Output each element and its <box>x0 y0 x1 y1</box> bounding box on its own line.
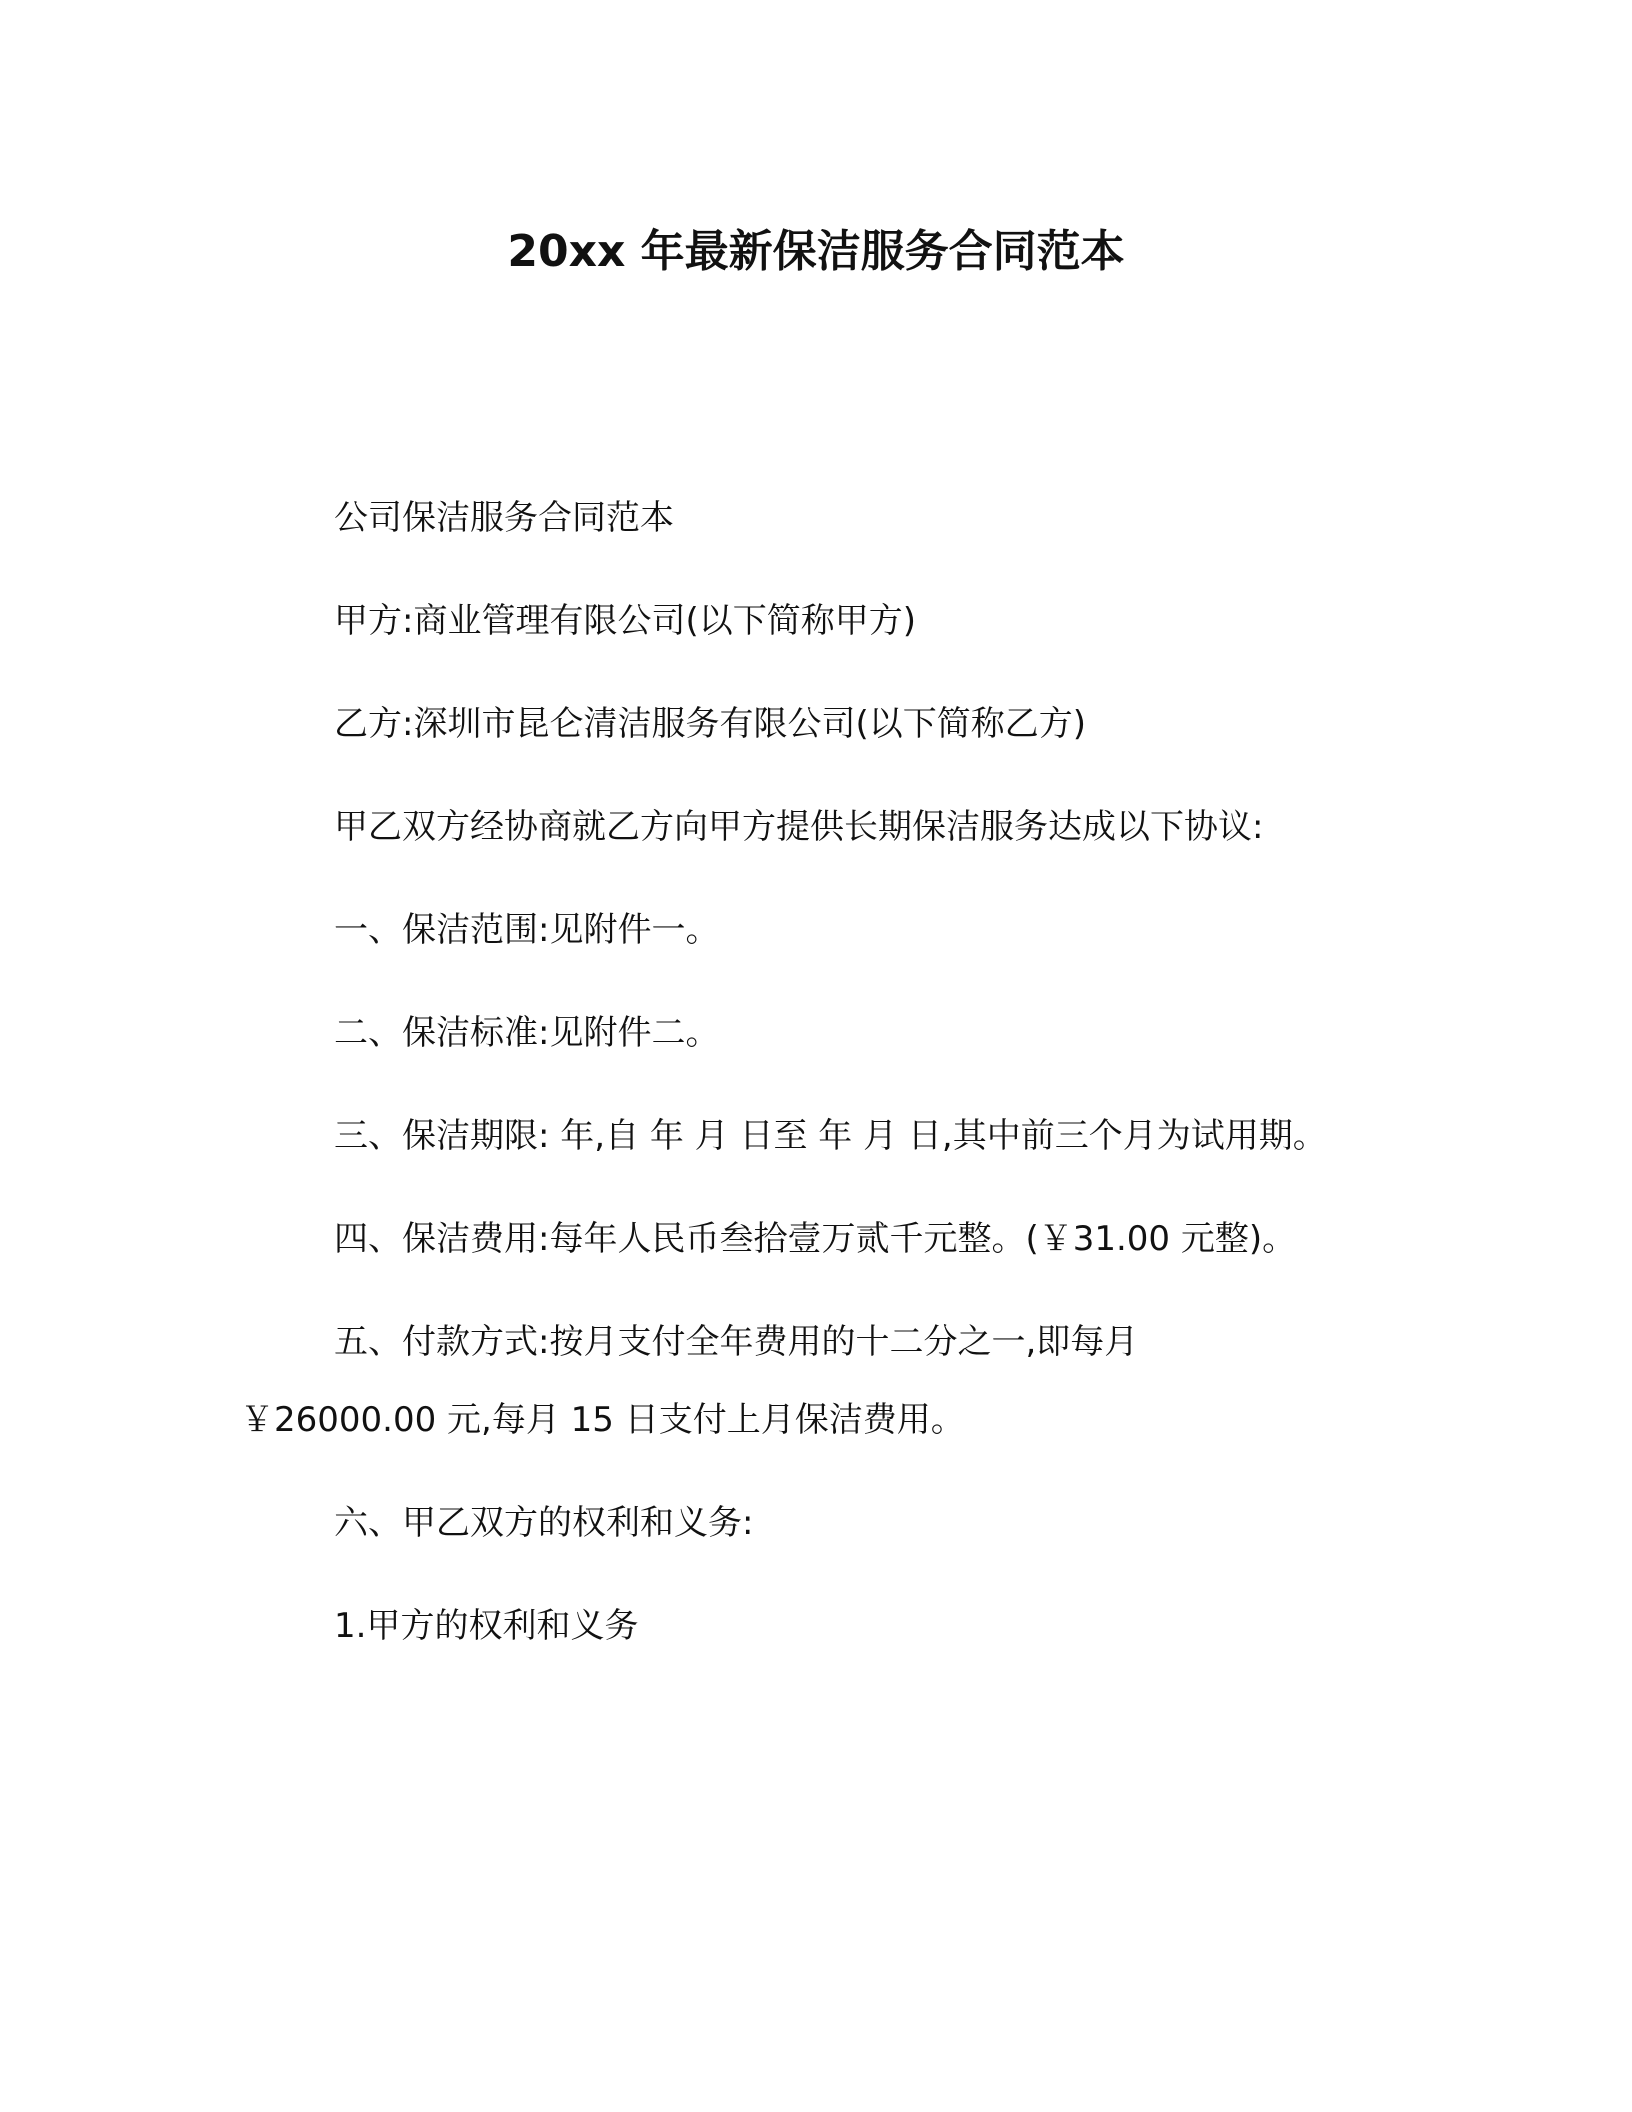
paragraph-rights-obligations: 六、甲乙双方的权利和义务: <box>334 1503 754 1543</box>
document-title: 20xx 年最新保洁服务合同范本 <box>507 226 1125 277</box>
paragraph-agreement-intro: 甲乙双方经协商就乙方向甲方提供长期保洁服务达成以下协议: <box>334 807 1264 847</box>
paragraph-cleaning-fee: 四、保洁费用:每年人民币叁拾壹万贰千元整。(￥31.00 元整)。 <box>334 1219 1297 1259</box>
paragraph-cleaning-term: 三、保洁期限: 年,自 年 月 日至 年 月 日,其中前三个月为试用期。 <box>334 1116 1327 1156</box>
paragraph-party-a: 甲方:商业管理有限公司(以下简称甲方) <box>334 601 916 641</box>
paragraph-payment-method-continued: ￥26000.00 元,每月 15 日支付上月保洁费用。 <box>240 1400 965 1440</box>
paragraph-cleaning-standard: 二、保洁标准:见附件二。 <box>334 1013 720 1053</box>
paragraph-party-b: 乙方:深圳市昆仑清洁服务有限公司(以下简称乙方) <box>334 704 1086 744</box>
paragraph-cleaning-scope: 一、保洁范围:见附件一。 <box>334 910 720 950</box>
paragraph-payment-method: 五、付款方式:按月支付全年费用的十二分之一,即每月 <box>334 1322 1139 1362</box>
paragraph-contract-name: 公司保洁服务合同范本 <box>334 498 674 538</box>
paragraph-party-a-rights: 1.甲方的权利和义务 <box>334 1606 639 1646</box>
